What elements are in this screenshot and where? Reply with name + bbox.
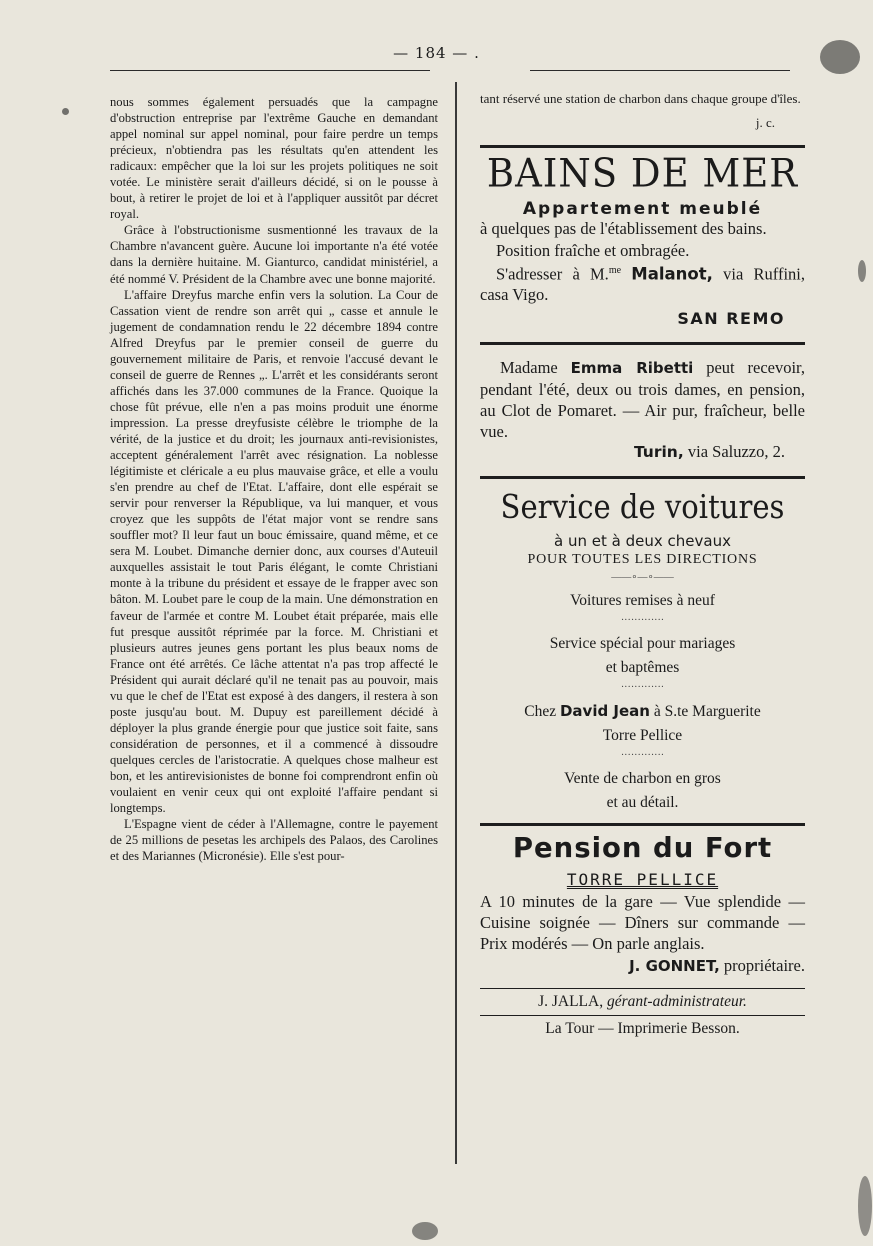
ad-owner xyxy=(480,701,805,722)
ad-city: SAN REMO xyxy=(677,308,785,328)
ad-line: Voitures remises à neuf xyxy=(570,591,715,609)
article-paragraph: L'affaire Dreyfus marche enfin vers la solution. La Cour de Cassation vient de rendre son arrêt qui „ casse et annule le jugement de condamnation rendu le 22 décembre 1894 contre Alfred Dreyfus par le premier conseil de guerre du gouvernement militaire de Paris, et renvoie l'accusé devant le conseil de guerre de Rennes „. L'arrêt et les considérants seront affichés dans les 37.000 communes de la France. Quoique la chose fût prévue, elle n'en a pas moins produit une énorme impression. La presse dreyfusiste célèbre le triomphe de la vérité, de la justice et du droit; les journaux anti-revisionistes, acceptent généralement l'arrêt avec résignation. La noblesse légitimiste et cléricale a eu plus mauvaise grâce, et elle a voulu s'en prendre au chef de l'Etat. L'affaire, dont elle espérait se servir pour renverser la République, va lui manquer, et vous croyez que les suppôts de l'état major vont se rendre sans souffler mot? Il leur faut un bouc émissaire, quand même, et ce sera M. Loubet. Dimanche dernier donc, aux courses d'Auteuil auxquelles assistait le tout Paris élégant, le comte Christiani monte à la tribune du président et essaye de le frapper avec son bâton. M. Loubet pare le coup de la main. Une démonstration en faveur de l'armée et contre M. Loubet était préparée, mais elle fut presque aussitôt réprimée par la force. M. Christiani et plusieurs autres jeunes gens portant les plus beaux noms de France ont été arrêtés. Ce lâche attentat n'a pas trop affecté le Président qui aurait déclaré qu'il ne tenait pas au pouvoir, mais vu que le chef de l'Etat est exposé à des dangers, il restera à son poste jusqu'au bout. M. Dupuy est pareillement décidé à déployer la plus grande énergie pour que justice soit faite, sans considération de personnes, et il a commencé à dissoudre quelques cercles de l'aristocratie. A quelques chose malheur est bon, et les antirevisionistes de bonne foi comprendront enfin où voulaient en venir ceux qui ont exploité l'affaire pendant si longtemps. xyxy=(110,287,438,816)
ad-separator xyxy=(480,145,805,148)
ad-address xyxy=(480,442,805,462)
ornament: ············· xyxy=(620,681,665,693)
gerant-line xyxy=(480,991,805,1013)
ad-ribetti xyxy=(480,357,805,462)
ad-subtitle: à un et à deux chevaux xyxy=(554,531,731,550)
ad-title: Pension du Fort xyxy=(512,831,773,864)
article-paragraph: nous sommes également persuadés que la campagne d'obstruction entreprise par l'extrême Gauche en demandant appel nominal sur appel nominal, pour faire perdre un temps précieux, n'obtiendra pas les résultats qu'en attendent les radicaux: empêcher que la loi sur les projets politiques ne soit votée. Le ministère serait d'ailleurs décidé, si on le pousse à bout, à retirer le projet de loi et à l'appliquer aussitôt par décret royal. xyxy=(110,95,438,222)
ad-contact-address: via Ruffini, casa Vigo. xyxy=(480,264,806,304)
ad-name: Emma Ribetti xyxy=(570,358,694,377)
ad-line: Service spécial pour mariages xyxy=(549,634,736,652)
footer-rule xyxy=(480,1015,805,1016)
footer-rule xyxy=(480,988,805,989)
ad-separator xyxy=(480,342,805,345)
ad-owner-name: David Jean xyxy=(559,701,650,720)
ad-pension xyxy=(480,832,805,976)
ad-separator xyxy=(480,476,805,479)
article-paragraph: Grâce à l'obstructionisme susmentionné les travaux de la Chambre n'avancent guère. Aucune loi importante n'a été votée dans la dernière huitaine. M. Gianturco, candidat ministériel, a été nommé V. Président de la Chambre avec une bonne majorité. xyxy=(110,223,438,286)
page-number: — 184 — . xyxy=(393,44,480,62)
column-divider xyxy=(455,82,457,1164)
ad-line: Torre Pellice xyxy=(602,726,683,744)
ad-contact-name: Malanot, xyxy=(631,264,713,284)
gerant-role: gérant-administrateur. xyxy=(606,992,747,1010)
ad-title: BAINS DE MER xyxy=(486,150,799,197)
ad-text xyxy=(480,357,805,442)
advertisement-column xyxy=(480,90,805,1040)
ad-line: et au détail. xyxy=(606,793,679,811)
ink-stain xyxy=(858,260,866,282)
ad-subtitle: Appartement meublé xyxy=(522,199,763,219)
header-rule-right xyxy=(530,70,790,71)
ornament: ············· xyxy=(620,749,665,761)
ad-owner xyxy=(480,956,805,976)
ad-separator xyxy=(480,823,805,826)
ad-contact xyxy=(480,261,805,305)
ornament: ············· xyxy=(620,614,665,626)
ad-title: Service de voitures xyxy=(500,486,785,526)
ink-stain xyxy=(858,1176,872,1236)
ad-line: Vente de charbon en gros xyxy=(564,769,721,787)
printer-line: La Tour — Imprimerie Besson. xyxy=(545,1019,740,1037)
ad-text: A 10 minutes de la gare — Vue splendide — Cuisine soignée — Dîners sur commande — Prix modérés — On parle anglais. xyxy=(480,891,805,953)
ad-directions: POUR TOUTES LES DIRECTIONS xyxy=(527,551,758,567)
article-column xyxy=(110,94,438,864)
ad-owner-prefix: Chez xyxy=(524,702,557,720)
ad-text: Position fraîche et ombragée. xyxy=(496,241,690,260)
ink-stain xyxy=(412,1222,438,1240)
gerant-name: J. JALLA, xyxy=(538,992,604,1010)
article-paragraph: L'Espagne vient de céder à l'Allemagne, contre le payement de 25 millions de pesetas les archipels des Palaos, des Carolines et des Mariannes (Micronésie). Elle s'est pour- xyxy=(110,817,438,864)
ad-contact-prefix: S'adresser à M. xyxy=(496,264,609,284)
ad-voitures xyxy=(480,487,805,813)
ink-stain xyxy=(820,40,860,74)
ad-line: et baptêmes xyxy=(605,658,680,676)
ad-body: peut recevoir, pendant l'été, deux ou trois dames, en pension, au Clot de Pomaret. — Air pur, fraîcheur, belle vue. xyxy=(480,357,806,441)
ad-contact-sup: me xyxy=(608,265,622,276)
ad-street: via Saluzzo, 2. xyxy=(687,441,785,461)
ad-prefix: Madame xyxy=(500,357,558,377)
ad-owner-name: J. GONNET, xyxy=(629,956,720,975)
article-signature: j. c. xyxy=(755,115,775,130)
header-rule-left xyxy=(110,70,430,71)
ad-owner-role: propriétaire. xyxy=(723,955,805,975)
ad-text: à quelques pas de l'établissement des bains. xyxy=(480,219,767,238)
ad-city: Turin, xyxy=(633,442,684,461)
continuation-text: tant réservé une station de charbon dans chaque groupe d'îles. xyxy=(480,91,801,106)
ad-owner-location: à S.te Marguerite xyxy=(653,702,761,720)
ornament: ——∘—∘—— xyxy=(611,571,674,583)
ad-bains-de-mer xyxy=(480,152,805,328)
ad-city: TORRE PELLICE xyxy=(566,869,719,889)
ink-speck xyxy=(62,108,69,115)
article-continuation xyxy=(480,90,805,131)
